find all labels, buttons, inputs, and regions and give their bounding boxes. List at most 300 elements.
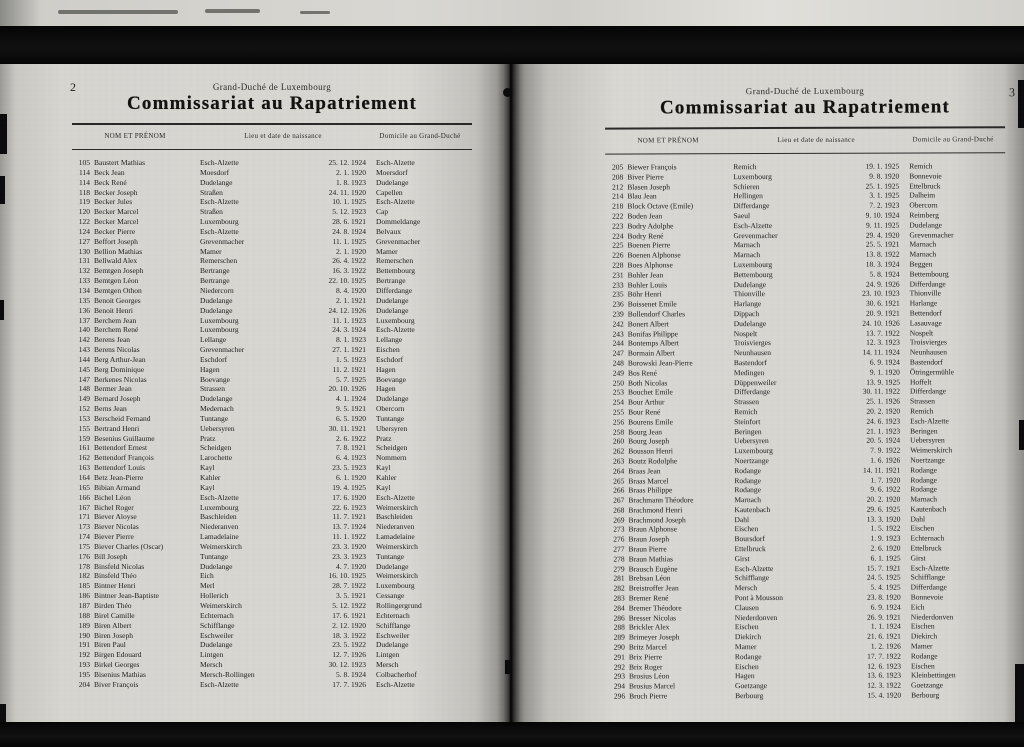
entry-domicile: Rodange [910, 484, 938, 494]
entry-name: Bintner Henri [94, 581, 136, 591]
entry-birthplace: Moesdorf [200, 167, 230, 177]
entry-birthdate: 24. 3. 1924 [332, 325, 366, 335]
entry-name: Braas Philippe [628, 485, 673, 495]
entry-domicile: Tuntange [376, 551, 405, 561]
entry-birthdate: 18. 3. 1924 [865, 259, 900, 269]
entry-domicile: Ubersyren [376, 423, 408, 433]
entry-name: Bonert Albert [627, 319, 669, 329]
entry-birthplace: Luxembourg [200, 315, 239, 325]
table-row [72, 296, 472, 306]
entry-birthplace: Scheidgen [200, 443, 232, 453]
entry-name: Breistroffer Jean [628, 583, 679, 593]
entry-birthdate: 3. 5. 1921 [336, 591, 366, 601]
scan-black-band-bottom [0, 722, 1024, 747]
entry-birthplace: Dudelange [733, 318, 767, 328]
table-row [72, 217, 472, 227]
table-row [72, 276, 472, 286]
table-row [72, 463, 472, 473]
entry-birthdate: 16. 10. 1925 [328, 571, 366, 581]
entry-birthdate: 6. 9. 1924 [870, 602, 901, 612]
entry-birthdate: 25. 1. 1925 [865, 181, 900, 191]
entry-name: Braun Pierre [628, 544, 667, 554]
entry-number: 166 [78, 492, 90, 502]
table-row [72, 493, 472, 503]
entry-number: 175 [78, 541, 90, 551]
entry-number: 269 [613, 515, 625, 525]
entry-name: Bernard Joseph [94, 394, 141, 404]
entry-domicile: Nommern [376, 453, 407, 463]
entry-number: 148 [78, 384, 90, 394]
entry-number: 143 [78, 345, 90, 355]
entry-name: Berchem René [94, 325, 139, 335]
entry-birthdate: 7. 9. 1922 [870, 445, 901, 455]
entry-birthplace: Boursdorf [734, 534, 765, 544]
entry-birthplace: Dudelange [200, 305, 233, 315]
entry-number: 114 [79, 167, 90, 177]
entry-number: 289 [613, 632, 625, 642]
entry-number: 118 [79, 187, 90, 197]
entry-name: Bour René [628, 407, 661, 417]
entry-name: Besenius Guillaume [94, 433, 155, 443]
entry-name: Bos René [627, 368, 657, 378]
entry-domicile: Ettelbruck [910, 543, 942, 553]
entry-number: 193 [78, 660, 90, 670]
entry-number: 173 [78, 522, 90, 532]
scan-black-band-top [0, 26, 1024, 64]
entry-birthdate: 11. 1. 1923 [332, 315, 366, 325]
entry-name: Beck René [94, 177, 127, 187]
table-row [72, 670, 472, 680]
entry-number: 226 [612, 250, 624, 260]
entry-domicile: Goetzange [911, 680, 944, 690]
entry-name: Bonifas Philippe [627, 328, 679, 339]
scan-artifact [505, 660, 511, 674]
entry-number: 263 [612, 456, 625, 466]
entry-birthplace: Dudelange [200, 177, 233, 187]
entry-birthplace: Eischen [734, 622, 759, 632]
scan-top-page-edge [0, 0, 1024, 26]
entry-birthdate: 28. 7. 1922 [332, 581, 366, 591]
entry-number: 176 [78, 551, 90, 561]
entry-birthplace: Niederdonven [734, 612, 778, 622]
entry-name: Bour Arthur [628, 397, 665, 407]
entry-name: Bill Joseph [94, 551, 128, 561]
entry-birthplace: Esch-Alzette [733, 220, 773, 230]
entry-domicile: Capellen [376, 187, 403, 197]
entry-birthplace: Rodange [734, 651, 762, 662]
entry-domicile: Weimerskirch [910, 445, 953, 455]
entry-birthdate: 20. 2. 1920 [866, 406, 901, 416]
entry-number: 192 [78, 650, 90, 660]
entry-name: Bellwald Alex [94, 256, 138, 266]
entry-domicile: Uebersyren [910, 435, 945, 445]
entry-domicile: Bastendorf [909, 357, 943, 367]
entry-domicile: Dommeldange [376, 217, 421, 227]
scan-artifact [0, 300, 4, 320]
entry-birthplace: Medingen [733, 367, 765, 377]
entry-birthplace: Uebersyren [200, 423, 235, 433]
entry-domicile: Beringen [910, 425, 938, 436]
entry-birthplace: Saeul [733, 211, 751, 221]
entry-domicile: Hagen [376, 384, 396, 394]
entry-birthplace: Clausen [734, 602, 759, 613]
entry-birthplace: Luxembourg [733, 259, 773, 270]
entry-number: 205 [611, 162, 624, 172]
table-row [72, 256, 472, 266]
entry-name: Britz Marcel [628, 642, 668, 652]
entry-birthplace: Dudelange [200, 640, 233, 650]
column-header-name: NOM ET PRÉNOM [637, 136, 699, 145]
entry-name: Binsfeld Théo [94, 571, 137, 581]
entry-domicile: Lellange [376, 335, 403, 345]
entry-name: Berens Jean [94, 335, 131, 345]
entry-birthplace: Dudelange [733, 279, 767, 289]
entry-birthplace: Diekirch [734, 632, 762, 642]
entry-number: 247 [612, 348, 624, 358]
entry-birthdate: 5. 7. 1925 [336, 374, 366, 384]
entry-number: 223 [612, 221, 624, 231]
entry-birthdate: 9. 10. 1924 [865, 210, 900, 220]
entry-birthdate: 9. 8. 1920 [869, 171, 900, 181]
entry-name: Berscheid Fernand [94, 413, 151, 423]
entry-domicile: Berbourg [911, 690, 940, 700]
entry-birthplace: Luxembourg [734, 446, 773, 456]
entries-table [605, 161, 1007, 701]
entry-domicile: Bettembourg [909, 269, 949, 279]
page-number: 3 [1008, 85, 1015, 100]
table-row [72, 414, 472, 424]
table-row [72, 197, 472, 207]
entry-birthdate: 17. 7. 1926 [332, 679, 366, 689]
entry-birthplace: Remich [733, 162, 757, 172]
entry-birthplace: Kautenbach [734, 504, 771, 515]
table-row [72, 316, 472, 326]
table-row [72, 434, 472, 444]
table-row [72, 522, 472, 532]
entry-birthplace: Boevange [200, 374, 230, 384]
entry-number: 282 [613, 583, 625, 593]
table-row [72, 375, 472, 385]
entry-birthplace: Esch-Alzette [200, 158, 239, 167]
entry-number: 258 [612, 427, 625, 437]
table-row [72, 660, 472, 670]
entry-domicile: Dahl [910, 514, 926, 524]
entry-domicile: Grevenmacher [909, 229, 954, 240]
entry-name: Bintner Jean-Baptiste [94, 591, 159, 601]
entry-number: 273 [613, 525, 625, 535]
table-header [605, 135, 1005, 149]
entry-name: Biewer François [627, 162, 677, 172]
entry-name: Braun Mathias [628, 554, 673, 564]
entry-name: Brix Roger [628, 662, 663, 672]
entry-name: Biren Joseph [94, 630, 133, 640]
table-row [72, 345, 472, 355]
table-row [72, 384, 472, 394]
entry-domicile: Tuntange [376, 413, 405, 423]
entry-birthdate: 15. 7. 1921 [866, 563, 901, 573]
entry-domicile: Baschleiden [376, 512, 413, 522]
entry-birthplace: Mersch-Rollingen [200, 669, 255, 679]
entry-birthdate: 3. 1. 1925 [869, 190, 900, 201]
entry-birthdate: 13. 9. 1925 [866, 377, 900, 387]
entry-name: Benoit Georges [94, 295, 141, 305]
entry-domicile: Dudelange [376, 640, 409, 650]
entry-name: Becker Pierre [94, 226, 136, 236]
entry-domicile: Weimerskirch [376, 502, 418, 512]
entry-name: Baustert Mathias [94, 158, 146, 167]
entry-domicile: Mersch [376, 660, 399, 670]
entry-number: 262 [612, 446, 625, 456]
entry-birthplace: Esch-Alzette [734, 563, 774, 573]
entry-number: 130 [78, 246, 90, 256]
entry-domicile: Kleinbettingen [910, 670, 956, 680]
entry-number: 122 [78, 217, 90, 227]
entry-number: 164 [78, 473, 90, 482]
table-row [72, 335, 472, 345]
entry-number: 233 [612, 280, 624, 290]
header-rule [72, 123, 472, 125]
entry-name: Boenen Pierre [627, 240, 671, 250]
entry-domicile: Luxembourg [376, 581, 415, 591]
entry-name: Birel Camille [94, 610, 135, 620]
entry-number: 136 [78, 305, 90, 315]
entry-birthdate: 2. 6. 1922 [336, 433, 366, 443]
entry-domicile: Schifflange [376, 620, 411, 630]
entry-name: Bresser Nicolas [628, 613, 677, 623]
entry-birthdate: 30. 12. 1923 [328, 660, 366, 670]
entry-name: Birden Théo [94, 600, 132, 610]
entry-birthdate: 9. 1. 1920 [869, 367, 900, 377]
entry-number: 235 [612, 289, 624, 299]
table-row [72, 424, 472, 434]
entry-birthdate: 1. 8. 1923 [336, 177, 366, 187]
entry-name: Bettendorf François [94, 453, 154, 463]
entry-birthdate: 23. 3. 1923 [332, 551, 366, 561]
entry-name: Benoit Henri [94, 305, 133, 315]
entry-birthplace: Dudelange [200, 394, 233, 404]
entry-domicile: Dudelange [376, 177, 409, 187]
entry-domicile: Remerschen [376, 256, 414, 266]
entry-number: 281 [613, 574, 625, 584]
entry-number: 204 [78, 679, 90, 689]
entry-number: 131 [78, 256, 90, 266]
entry-birthdate: 8. 4. 1920 [336, 285, 366, 295]
entry-birthplace: Lellange [200, 335, 227, 345]
entry-name: Braas Marcel [628, 475, 669, 486]
entry-birthdate: 23. 5. 1922 [332, 640, 366, 650]
entry-name: Bontemps Albert [627, 338, 679, 348]
entry-birthdate: 4. 1. 1924 [336, 394, 366, 404]
entry-number: 144 [78, 354, 90, 364]
entry-birthplace: Düppenweiler [733, 377, 777, 387]
entry-number: 137 [78, 315, 90, 325]
entry-number: 278 [613, 554, 625, 564]
scan-artifact [1018, 80, 1024, 128]
table-header-rule [605, 152, 1005, 154]
entry-birthdate: 1. 2. 1926 [870, 641, 901, 651]
entry-name: Bemtgen Léon [94, 276, 139, 286]
entry-name: Bibian Armand [94, 482, 141, 492]
entry-domicile: Strassen [910, 396, 936, 406]
entry-birthdate: 27. 1. 1921 [332, 345, 366, 355]
entry-birthplace: Harlange [733, 299, 762, 309]
table-row [72, 404, 472, 414]
table-row [72, 207, 472, 217]
entry-birthdate: 12. 3. 1922 [867, 680, 902, 690]
table-row [72, 306, 472, 316]
entry-domicile: Rodange [910, 651, 938, 661]
entry-birthplace: Beringen [734, 426, 762, 436]
entry-number: 231 [612, 270, 624, 280]
table-row [72, 512, 472, 522]
scan-artifact [1015, 664, 1024, 722]
scan-artifact [503, 88, 512, 97]
entry-name: Bisenius Mathias [94, 669, 146, 679]
entry-birthplace: Steinfort [734, 416, 761, 426]
entry-birthdate: 11. 7. 1921 [332, 512, 366, 522]
entry-birthdate: 30. 6. 1921 [865, 298, 900, 308]
entry-name: Brachmann Théodore [628, 495, 694, 505]
entry-name: Brachmond Joseph [628, 515, 686, 525]
entry-birthplace: Grevenmacher [200, 345, 245, 355]
entry-number: 163 [78, 463, 90, 473]
entry-domicile: Bonnevoie [909, 171, 942, 181]
entry-name: Biever Pierre [94, 532, 134, 542]
table-row [72, 611, 472, 621]
entry-domicile: Dudelange [376, 394, 409, 404]
entry-number: 225 [612, 240, 624, 250]
entry-birthdate: 13. 6. 1923 [867, 671, 902, 681]
entry-name: Boenen Alphonse [627, 250, 681, 260]
entry-birthdate: 22. 10. 1925 [328, 276, 366, 286]
entry-birthdate: 4. 7. 1920 [336, 561, 366, 571]
entry-name: Biren Paul [94, 640, 126, 650]
entry-birthplace: Uebersyren [734, 436, 769, 446]
entry-birthplace: Eschweiler [200, 630, 234, 640]
entry-birthplace: Bertrange [200, 266, 230, 276]
entry-domicile: Differdange [376, 285, 413, 295]
entry-name: Betz Jean-Pierre [94, 473, 144, 482]
entry-number: 153 [78, 413, 90, 423]
entry-domicile: Differdange [909, 278, 946, 289]
entry-number: 124 [78, 226, 90, 236]
entry-name: Biver François [94, 679, 139, 689]
table-row [72, 394, 472, 404]
entry-name: Biver Pierre [627, 172, 664, 182]
entry-number: 188 [78, 610, 90, 620]
table-row [72, 178, 472, 188]
table-row [72, 631, 472, 641]
entry-domicile: Esch-Alzette [910, 416, 949, 426]
entry-number: 195 [78, 669, 90, 679]
entry-birthdate: 12. 7. 1926 [332, 650, 366, 660]
entry-birthplace: Dudelange [200, 561, 233, 571]
entry-number: 288 [613, 622, 625, 633]
entry-domicile: Hagen [376, 364, 396, 374]
entry-birthplace: Rodange [734, 475, 761, 485]
entry-domicile: Eich [910, 602, 925, 612]
scan-artifact [0, 114, 7, 154]
entry-name: Boden Jean [627, 211, 663, 221]
entry-birthdate: 2. 1. 1920 [336, 246, 366, 256]
column-header-domicile: Domicile au Grand-Duché [379, 132, 461, 140]
scan-text-smudge [300, 11, 330, 14]
entry-number: 149 [78, 394, 90, 404]
entry-number: 255 [612, 407, 625, 417]
entry-birthdate: 26. 4. 1922 [332, 256, 366, 266]
entry-birthplace: Hagen [200, 364, 220, 374]
entry-number: 250 [612, 378, 624, 388]
entry-number: 214 [612, 191, 624, 201]
entry-number: 242 [612, 319, 624, 329]
entry-domicile: Esch-Alzette [376, 325, 415, 335]
entry-birthplace: Kayl [200, 482, 215, 492]
entry-domicile: Dudelange [909, 220, 942, 230]
entry-number: 132 [78, 266, 90, 276]
table-header-rule [72, 149, 472, 150]
entry-domicile: Eschweiler [376, 630, 410, 640]
table-row [72, 247, 472, 257]
entry-birthplace: Berbourg [735, 691, 764, 701]
entry-number: 178 [78, 561, 90, 571]
entry-number: 159 [78, 433, 90, 443]
entry-number: 174 [78, 532, 90, 542]
entry-name: Biever Charles (Oscar) [94, 541, 164, 551]
entry-birthdate: 9. 5. 1921 [336, 404, 366, 414]
entry-birthplace: Nospelt [733, 328, 758, 338]
entry-domicile: Scheidgen [376, 443, 408, 453]
entry-birthdate: 23. 5. 1923 [332, 463, 366, 473]
scan-text-smudge [58, 10, 178, 14]
entry-birthdate: 13. 3. 1920 [866, 514, 901, 524]
entry-domicile: Lamadelaine [376, 532, 415, 542]
entries-table [72, 158, 472, 690]
entry-birthdate: 7. 2. 1923 [869, 200, 900, 210]
entry-birthdate: 1. 6. 1926 [870, 455, 901, 465]
entry-name: Beffort Joseph [94, 236, 138, 246]
entry-birthdate: 24. 5. 1925 [866, 573, 901, 583]
entry-birthplace: Schieren [733, 181, 760, 191]
entry-birthdate: 6. 1. 1925 [870, 553, 901, 563]
entry-birthplace: Lamadelaine [200, 532, 239, 542]
entry-number: 165 [78, 482, 90, 492]
entry-domicile: Belvaux [376, 226, 401, 236]
entry-domicile: Bettembourg [376, 266, 416, 276]
entry-number: 248 [612, 358, 624, 368]
entry-name: Becker Marcel [94, 217, 139, 227]
entry-birthplace: Ettelbruck [734, 544, 766, 554]
entry-name: Berchem Jean [94, 315, 137, 325]
entry-birthdate: 2. 6. 1920 [870, 543, 901, 553]
entry-birthdate: 20. 2. 1920 [866, 494, 901, 504]
entry-birthdate: 1. 5. 1923 [336, 354, 366, 364]
entry-name: Böhr Henri [627, 289, 662, 299]
table-header [72, 132, 472, 145]
entry-birthdate: 30. 11. 1922 [862, 386, 901, 397]
entry-birthplace: Rodange [734, 465, 761, 475]
entry-name: Borowski Jean-Pierre [627, 358, 693, 368]
entry-birthplace: Luxembourg [200, 217, 239, 227]
entry-name: Braas Jean [628, 466, 661, 476]
entry-birthdate: 20. 10. 1926 [328, 384, 366, 394]
entry-birthplace: Girst [734, 553, 750, 564]
entry-number: 133 [78, 276, 90, 286]
entry-domicile: Ettelbruck [909, 181, 941, 191]
entry-birthplace: Echternach [200, 610, 234, 620]
table-row [72, 532, 472, 542]
entry-birthdate: 2. 12. 1920 [332, 620, 366, 630]
entry-name: Brachmond Henri [628, 505, 683, 515]
